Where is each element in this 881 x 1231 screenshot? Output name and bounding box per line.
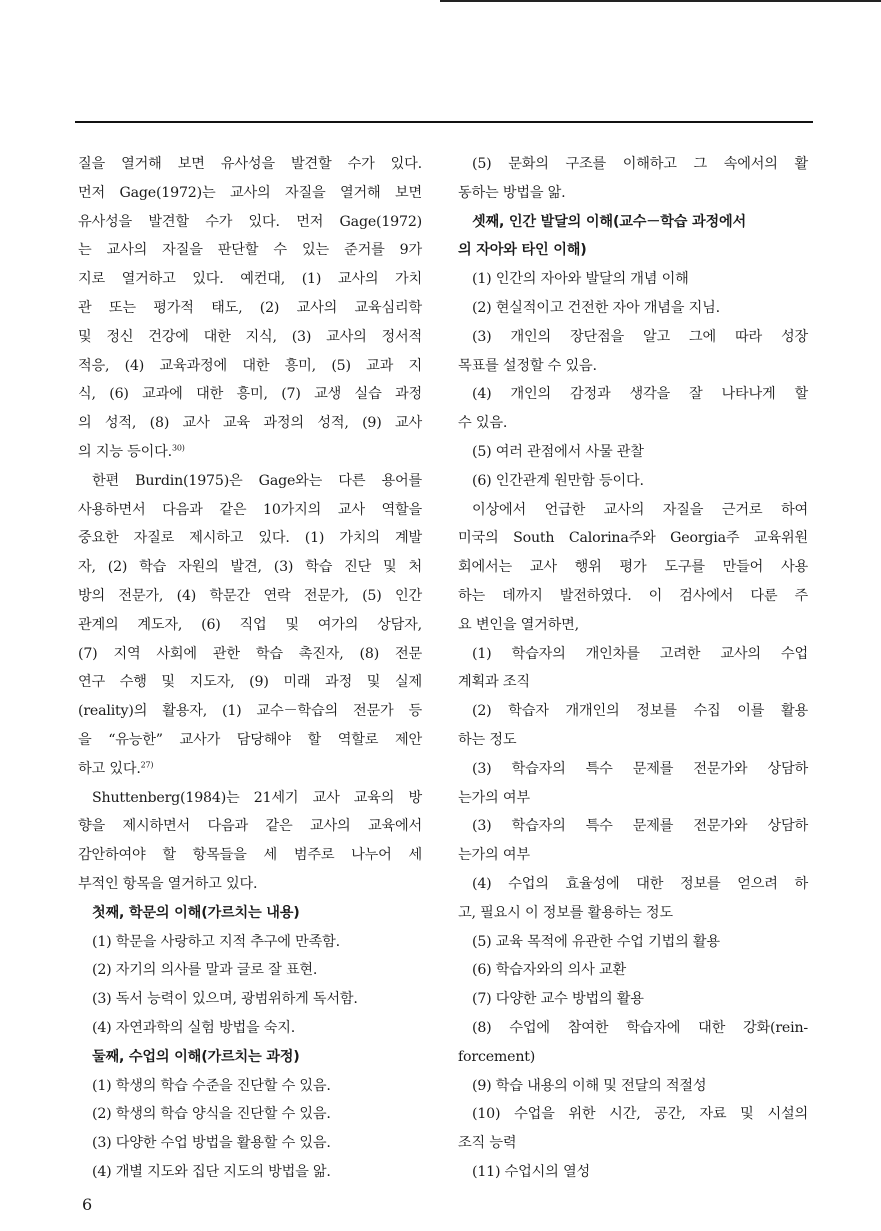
right-line-text: 하는 데까지 발전하였다. 이 검사에서 다룬 주: [458, 587, 808, 604]
right-text-line: [458, 928, 808, 957]
left-line-text: 연구 수행 및 지도자, (9) 미래 과정 및 실제: [78, 674, 422, 691]
right-line-text: (6) 학습자와의 의사 교환: [458, 962, 626, 979]
left-line-text: 첫째, 학문의 이해(가르치는 내용): [78, 904, 300, 921]
right-text-line: [458, 956, 808, 985]
right-text-line: [458, 150, 808, 179]
left-line-text: 감안하여야 할 항목들을 세 범주로 나누어 세: [78, 847, 422, 864]
right-line-text: (3) 학습자의 특수 문제를 전문가와 상담하: [458, 818, 808, 835]
right-text-line: [458, 524, 808, 553]
right-text-line: [458, 352, 808, 381]
left-line-text: 부적인 항목을 열거하고 있다.: [78, 875, 258, 892]
left-text-line: [78, 870, 422, 899]
right-text-line: [458, 1129, 808, 1158]
right-line-text: (3) 학습자의 특수 문제를 전문가와 상담하: [458, 760, 808, 777]
right-text-line: [458, 784, 808, 813]
footnote-marker: 30): [171, 443, 185, 453]
left-line-text: 먼저 Gage(1972)는 교사의 자질을 열거해 보면: [78, 184, 422, 201]
left-line-text: 의 성적, (8) 교사 교육 과정의 성적, (9) 교사: [78, 415, 422, 432]
left-line-text: 둘째, 수업의 이해(가르치는 과정): [78, 1048, 300, 1065]
right-line-text: 는가의 여부: [458, 789, 530, 806]
left-text-line: [78, 928, 422, 957]
right-text-line: [458, 611, 808, 640]
right-text-line: [458, 870, 808, 899]
left-text-line: [78, 668, 422, 697]
left-text-line: [78, 323, 422, 352]
right-text-line: [458, 726, 808, 755]
left-text-line: [78, 265, 422, 294]
right-text-line: [458, 265, 808, 294]
right-text-line: [458, 496, 808, 525]
left-line-text: 지로 열거하고 있다. 예컨대, (1) 교사의 가치: [78, 271, 422, 288]
left-text-line: [78, 467, 422, 496]
right-text-line: [458, 668, 808, 697]
right-line-text: (4) 개인의 감정과 생각을 잘 나타나게 할: [458, 386, 808, 403]
right-line-text: 의 자아와 타인 이해): [458, 242, 587, 259]
right-column: [458, 150, 808, 1187]
right-text-line: [458, 553, 808, 582]
left-text-line: [78, 956, 422, 985]
right-text-line: [458, 812, 808, 841]
left-line-text: 하고 있다.: [78, 760, 141, 777]
right-text-line: [458, 1072, 808, 1101]
right-line-text: 는가의 여부: [458, 847, 530, 864]
left-text-line: [78, 784, 422, 813]
left-line-text: 을 “유능한” 교사가 담당해야 할 역할로 제안: [78, 731, 422, 748]
left-line-text: 유사성을 발견할 수가 있다. 먼저 Gage(1972): [78, 213, 422, 230]
left-text-line: [78, 1158, 422, 1187]
left-line-text: 자, (2) 학습 자원의 발견, (3) 학습 진단 및 처: [78, 559, 422, 576]
right-line-text: 수 있음.: [458, 415, 508, 432]
left-text-line: [78, 1129, 422, 1158]
left-line-text: 관계의 계도자, (6) 직업 및 여가의 상담자,: [78, 616, 422, 633]
left-line-text: (1) 학문을 사랑하고 지적 추구에 만족함.: [78, 933, 340, 950]
left-column: [78, 150, 422, 1187]
right-text-line: [458, 985, 808, 1014]
right-text-line: [458, 294, 808, 323]
right-text-line: [458, 640, 808, 669]
right-line-text: (8) 수업에 참여한 학습자에 대한 강화(rein-: [458, 1019, 808, 1036]
left-line-text: (7) 지역 사회에 관한 학습 촉진자, (8) 전문: [78, 645, 422, 662]
right-line-text: (1) 학습자의 개인차를 고려한 교사의 수업: [458, 645, 808, 662]
right-line-text: (3) 개인의 장단점을 알고 그에 따라 성장: [458, 328, 808, 345]
right-line-text: (2) 학습자 개개인의 정보를 수집 이를 활용: [458, 703, 808, 720]
right-line-text: 조직 능력: [458, 1135, 517, 1152]
left-line-text: (3) 독서 능력이 있으며, 광범위하게 독서함.: [78, 991, 358, 1008]
right-line-text: (2) 현실적이고 건전한 자아 개념을 지님.: [458, 299, 720, 316]
right-line-text: 셋째, 인간 발달의 이해(교수－학습 과정에서: [458, 213, 746, 230]
left-line-text: 한편 Burdin(1975)은 Gage와는 다른 용어를: [78, 472, 422, 489]
right-text-line: [458, 380, 808, 409]
right-line-text: (9) 학습 내용의 이해 및 전달의 적절성: [458, 1077, 707, 1094]
right-line-text: (1) 인간의 자아와 발달의 개념 이해: [458, 271, 689, 288]
left-text-line: [78, 553, 422, 582]
header-rule: [75, 121, 813, 123]
right-text-line: [458, 1043, 808, 1072]
left-text-line: [78, 640, 422, 669]
left-text-line: [78, 726, 422, 755]
left-line-text: 질을 열거해 보면 유사성을 발견할 수가 있다.: [78, 156, 422, 172]
right-text-line: [458, 755, 808, 784]
right-text-line: [458, 582, 808, 611]
left-line-text: (4) 자연과학의 실험 방법을 숙지.: [78, 1019, 296, 1036]
left-text-line: [78, 150, 422, 179]
right-line-text: (11) 수업시의 열성: [458, 1163, 590, 1180]
left-text-line: [78, 899, 422, 928]
left-line-text: (2) 학생의 학습 양식을 진단할 수 있음.: [78, 1106, 331, 1123]
footnote-marker: 27): [140, 760, 154, 769]
right-line-text: 이상에서 언급한 교사의 자질을 근거로 하여: [458, 501, 808, 518]
left-line-text: 식, (6) 교과에 대한 흥미, (7) 교생 실습 과정: [78, 386, 422, 403]
left-text-line: [78, 236, 422, 265]
left-text-line: [78, 524, 422, 553]
right-text-line: [458, 208, 808, 237]
right-line-text: 고, 필요시 이 정보를 활용하는 정도: [458, 904, 673, 921]
left-text-line: [78, 841, 422, 870]
right-line-text: (5) 여러 관점에서 사물 관찰: [458, 443, 644, 460]
right-line-text: 회에서는 교사 행위 평가 도구를 만들어 사용: [458, 559, 808, 576]
right-text-line: [458, 1158, 808, 1187]
right-line-text: 목표를 설정할 수 있음.: [458, 357, 597, 374]
left-text-line: [78, 294, 422, 323]
left-text-line: [78, 1014, 422, 1043]
left-line-text: (2) 자기의 의사를 말과 글로 잘 표현.: [78, 962, 318, 979]
left-text-line: [78, 1072, 422, 1101]
left-line-text: 의 지능 등이다.: [78, 443, 172, 460]
left-line-text: (3) 다양한 수업 방법을 활용할 수 있음.: [78, 1135, 331, 1152]
right-text-line: [458, 1014, 808, 1043]
left-text-line: [78, 380, 422, 409]
right-line-text: 하는 정도: [458, 731, 517, 748]
right-text-line: [458, 236, 808, 265]
left-text-line: [78, 1100, 422, 1129]
left-line-text: 는 교사의 자질을 판단할 수 있는 준거를 9가: [78, 242, 422, 259]
left-line-text: 중요한 자질로 제시하고 있다. (1) 가치의 계발: [78, 530, 422, 547]
right-line-text: 요 변인을 열거하면,: [458, 616, 579, 633]
right-text-line: [458, 438, 808, 467]
right-text-line: [458, 1100, 808, 1129]
left-line-text: (1) 학생의 학습 수준을 진단할 수 있음.: [78, 1077, 331, 1094]
left-text-line: [78, 496, 422, 525]
left-line-text: 방의 전문가, (4) 학문간 연락 전문가, (5) 인간: [78, 587, 422, 604]
right-text-line: [458, 409, 808, 438]
page-number: 6: [82, 1195, 93, 1214]
right-text-line: [458, 899, 808, 928]
left-line-text: Shuttenberg(1984)는 21세기 교사 교육의 방: [78, 789, 422, 806]
left-text-line: [78, 1043, 422, 1072]
left-line-text: 적응, (4) 교육과정에 대한 흥미, (5) 교과 지: [78, 357, 422, 374]
left-text-line: [78, 697, 422, 726]
left-line-text: 및 정신 건강에 대한 지식, (3) 교사의 정서적: [78, 328, 422, 345]
right-text-line: [458, 697, 808, 726]
left-text-line: [78, 179, 422, 208]
left-text-line: [78, 611, 422, 640]
right-text-line: [458, 179, 808, 208]
left-text-line: [78, 208, 422, 237]
right-line-text: (10) 수업을 위한 시간, 공간, 자료 및 시설의: [458, 1106, 808, 1123]
right-line-text: (6) 인간관계 원만함 등이다.: [458, 472, 644, 489]
left-line-text: (4) 개별 지도와 집단 지도의 방법을 앎.: [78, 1163, 331, 1180]
left-line-text: 향을 제시하면서 다음과 같은 교사의 교육에서: [78, 818, 422, 835]
right-line-text: (4) 수업의 효율성에 대한 정보를 얻으려 하: [458, 875, 808, 892]
left-text-line: [78, 582, 422, 611]
left-line-text: 사용하면서 다음과 같은 10가지의 교사 역할을: [78, 501, 422, 518]
right-line-text: forcement): [458, 1048, 536, 1065]
right-line-text: (7) 다양한 교수 방법의 활용: [458, 991, 644, 1008]
right-line-text: 미국의 South Calorina주와 Georgia주 교육위원: [458, 530, 808, 547]
left-text-line: [78, 438, 422, 467]
top-edge-rule: [440, 0, 881, 2]
right-text-line: [458, 467, 808, 496]
right-text-line: [458, 841, 808, 870]
right-line-text: (5) 문화의 구조를 이해하고 그 속에서의 활: [458, 156, 808, 172]
left-text-line: [78, 352, 422, 381]
right-line-text: 계획과 조직: [458, 674, 530, 691]
right-line-text: (5) 교육 목적에 유관한 수업 기법의 활용: [458, 933, 720, 950]
right-line-text: 동하는 방법을 앎.: [458, 184, 566, 201]
left-line-text: 관 또는 평가적 태도, (2) 교사의 교육심리학: [78, 299, 422, 316]
left-text-line: [78, 812, 422, 841]
left-text-line: [78, 409, 422, 438]
right-text-line: [458, 323, 808, 352]
left-text-line: [78, 755, 422, 784]
left-line-text: (reality)의 활용자, (1) 교수－학습의 전문가 등: [78, 703, 422, 720]
left-text-line: [78, 985, 422, 1014]
